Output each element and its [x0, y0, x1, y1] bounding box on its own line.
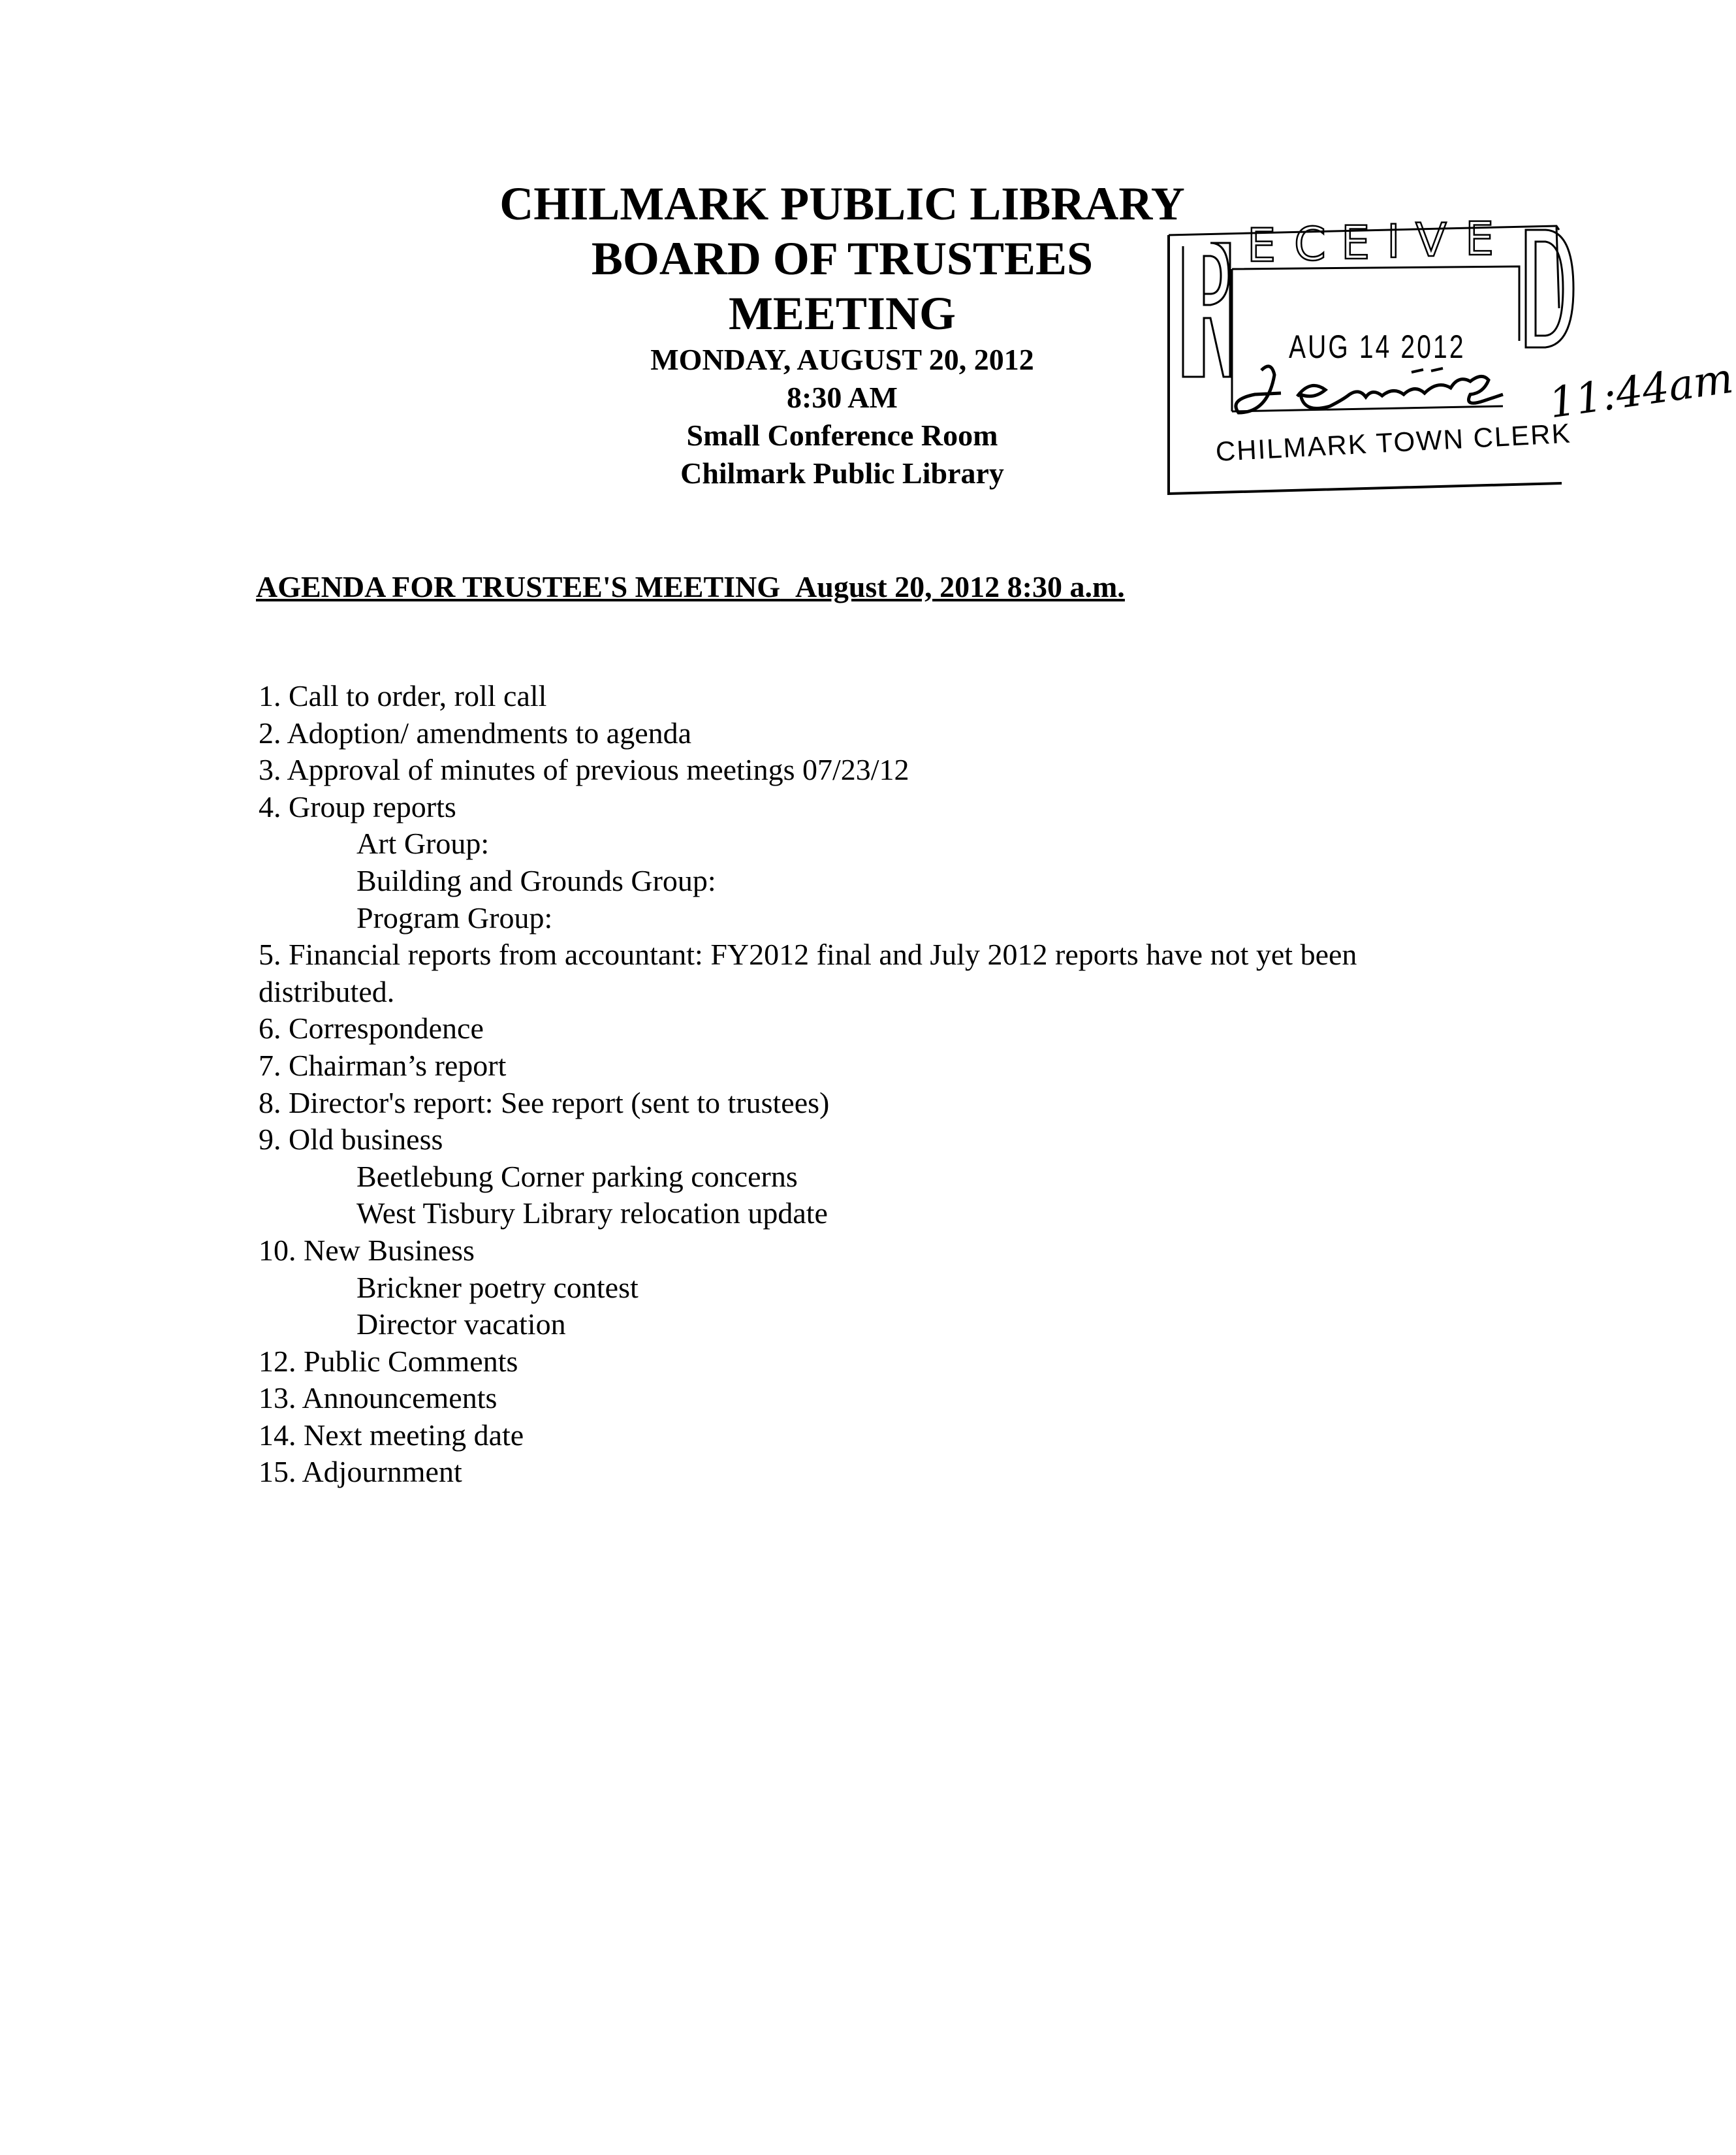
agenda-item: 15. Adjournment	[259, 1455, 462, 1489]
agenda-item: 12. Public Comments	[259, 1344, 518, 1378]
svg-text:E: E	[1247, 219, 1276, 272]
agenda-item: 4. Group reports	[259, 790, 456, 823]
stamp-office: CHILMARK TOWN CLERK	[1214, 417, 1572, 467]
agenda-list	[259, 678, 1499, 1491]
header-library-name: CHILMARK PUBLIC LIBRARY	[499, 178, 1185, 230]
agenda-item: 5. Financial reports from accountant: FY2012 final and July 2012 reports have not yet been distributed.	[259, 938, 1357, 1008]
agenda-item: 6. Correspondence	[259, 1012, 484, 1046]
header-room: Small Conference Room	[686, 419, 998, 452]
received-stamp	[1163, 204, 1736, 496]
svg-text:C: C	[1294, 217, 1326, 271]
agenda-heading	[256, 568, 1125, 606]
agenda-subitem: West Tisbury Library relocation update	[356, 1196, 828, 1230]
svg-text:V: V	[1415, 214, 1447, 267]
agenda-item: 8. Director's report: See report (sent to trustees)	[259, 1085, 830, 1119]
svg-text:I: I	[1387, 215, 1400, 268]
agenda-subitem: Building and Grounds Group:	[356, 863, 716, 897]
agenda-item: 1. Call to order, roll call	[259, 679, 547, 712]
agenda-subitem: Director vacation	[356, 1307, 566, 1341]
agenda-heading-title: AGENDA FOR TRUSTEE'S MEETING	[256, 570, 781, 603]
agenda-item: 9. Old business	[259, 1123, 443, 1157]
agenda-subitem: Brickner poetry contest	[356, 1270, 639, 1304]
header-location: Chilmark Public Library	[680, 456, 1004, 490]
header-date: MONDAY, AUGUST 20, 2012	[650, 343, 1034, 376]
agenda-item: 7. Chairman’s report	[259, 1048, 507, 1082]
agenda-item: 3. Approval of minutes of previous meetings 07/23/12	[259, 753, 909, 787]
agenda-item: 2. Adoption/ amendments to agenda	[259, 716, 692, 750]
stamp-date: AUG 14 2012	[1289, 328, 1466, 365]
header-time: 8:30 AM	[787, 381, 898, 414]
header-meeting: MEETING	[728, 287, 956, 340]
agenda-subitem: Beetlebung Corner parking concerns	[356, 1159, 798, 1193]
agenda-item: 13. Announcements	[259, 1381, 497, 1415]
svg-text:E: E	[1465, 212, 1494, 266]
meeting-header	[431, 176, 1254, 492]
agenda-subitem: Art Group:	[356, 827, 490, 861]
svg-text:E: E	[1341, 216, 1370, 270]
stamp-handwritten-time: 11:44am	[1546, 354, 1736, 428]
header-board-name: BOARD OF TRUSTEES	[591, 232, 1094, 285]
agenda-heading-when: August 20, 2012 8:30 a.m.	[795, 570, 1125, 603]
agenda-item: 14. Next meeting date	[259, 1418, 524, 1452]
agenda-item: 10. New Business	[259, 1233, 475, 1267]
agenda-subitem: Program Group:	[356, 901, 553, 934]
